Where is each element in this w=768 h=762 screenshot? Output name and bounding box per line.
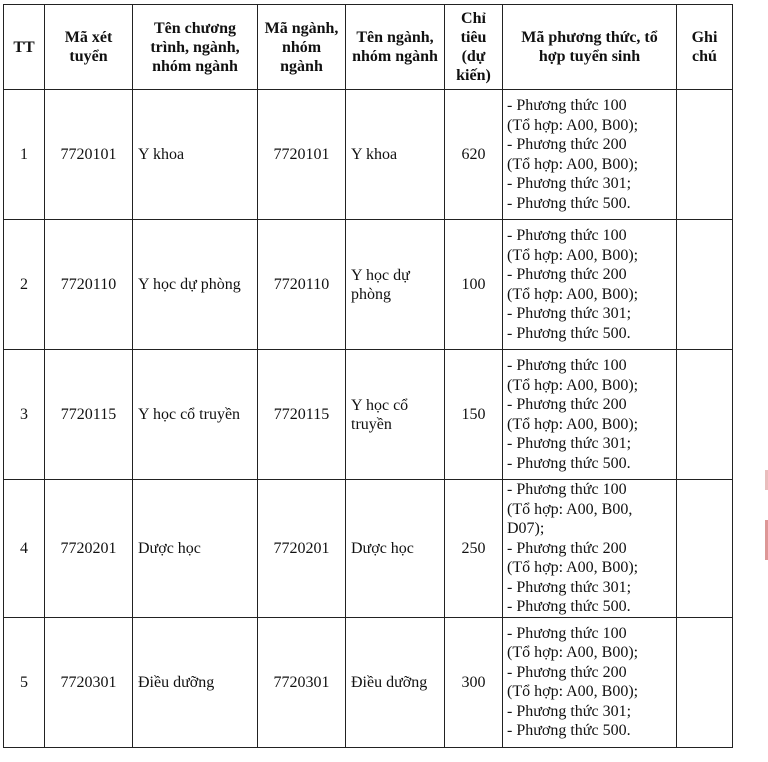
- header-row: [4, 5, 733, 90]
- cell-chi-tieu: 250: [445, 480, 503, 618]
- method-line: - Phương thức 500.: [507, 598, 631, 615]
- header-tt: TT: [4, 5, 45, 90]
- cell-chi-tieu: 620: [445, 90, 503, 220]
- method-line: - Phương thức 100: [507, 227, 627, 244]
- cell-tt: 3: [4, 350, 45, 480]
- cell-ghi-chu: [677, 220, 733, 350]
- cell-ma-xet-tuyen: 7720110: [45, 220, 133, 350]
- method-line: - Phương thức 301;: [507, 578, 632, 596]
- admission-table: [3, 4, 733, 748]
- cell-ten-chuong-trinh: Y khoa: [133, 90, 258, 220]
- method-line: - Phương thức 500.: [507, 722, 631, 739]
- method-line: - Phương thức 200: [507, 266, 627, 283]
- cell-ten-nganh: Điều dưỡng: [346, 617, 445, 747]
- cell-ghi-chu: [677, 90, 733, 220]
- cell-ma-nganh: 7720115: [258, 350, 346, 480]
- header-ma-xet-tuyen: Mã xét tuyển: [45, 5, 133, 90]
- cell-ten-nganh: Y khoa: [346, 90, 445, 220]
- method-line: (Tổ hợp: A00, B00);: [507, 155, 639, 173]
- method-line: - Phương thức 500.: [507, 324, 631, 342]
- table-row: [4, 617, 733, 747]
- cell-methods: [503, 220, 677, 350]
- method-line: - Phương thức 500.: [507, 454, 631, 472]
- method-line: - Phương thức 301;: [507, 435, 632, 452]
- cell-tt: 4: [4, 480, 45, 618]
- cell-ten-nganh: Y học cổ truyền: [346, 350, 445, 480]
- cell-ten-chuong-trinh: Dược học: [133, 480, 258, 618]
- cell-ma-xet-tuyen: 7720201: [45, 480, 133, 618]
- cell-ma-xet-tuyen: 7720101: [45, 90, 133, 220]
- method-line: - Phương thức 301;: [507, 175, 632, 192]
- method-line: (Tổ hợp: A00, B00);: [507, 415, 639, 433]
- cell-tt: 1: [4, 90, 45, 220]
- cell-tt: 5: [4, 617, 45, 747]
- cell-methods: [503, 617, 677, 747]
- table-row: [4, 480, 733, 618]
- cell-ma-nganh: 7720301: [258, 617, 346, 747]
- header-ten-chuong-trinh: Tên chương trình, ngành, nhóm ngành: [133, 5, 258, 90]
- cell-ma-nganh: 7720110: [258, 220, 346, 350]
- cell-ten-chuong-trinh: Điều dưỡng: [133, 617, 258, 747]
- method-line: - Phương thức 200: [507, 663, 627, 681]
- cell-ma-xet-tuyen: 7720115: [45, 350, 133, 480]
- table-row: [4, 350, 733, 480]
- method-line: (Tổ hợp: A00, B00);: [507, 116, 639, 134]
- cell-ma-nganh: 7720101: [258, 90, 346, 220]
- method-line: - Phương thức 100: [507, 97, 627, 114]
- method-line: - Phương thức 200: [507, 396, 627, 413]
- method-line: (Tổ hợp: A00, B00);: [507, 285, 639, 303]
- method-line: - Phương thức 200: [507, 136, 627, 153]
- header-ma-nganh: Mã ngành, nhóm ngành: [258, 5, 346, 90]
- method-line: - Phương thức 100: [507, 481, 627, 498]
- cell-ten-chuong-trinh: Y học dự phòng: [133, 220, 258, 350]
- table-body: [4, 90, 733, 748]
- method-line: - Phương thức 100: [507, 357, 627, 374]
- method-line: (Tổ hợp: A00, B00);: [507, 644, 639, 661]
- cell-ghi-chu: [677, 480, 733, 618]
- cell-methods: [503, 480, 677, 618]
- method-line: - Phương thức 200: [507, 539, 627, 557]
- cell-chi-tieu: 150: [445, 350, 503, 480]
- header-ma-phuong-thuc: Mã phương thức, tổ hợp tuyển sinh: [503, 5, 677, 90]
- method-line: - Phương thức 301;: [507, 702, 632, 720]
- method-line: (Tổ hợp: A00, B00);: [507, 559, 639, 576]
- method-line: (Tổ hợp: A00, B00);: [507, 376, 639, 394]
- cell-methods: [503, 350, 677, 480]
- method-line: - Phương thức 100: [507, 624, 627, 642]
- cell-ten-nganh: Y học dự phòng: [346, 220, 445, 350]
- method-line: - Phương thức 301;: [507, 305, 632, 322]
- cell-ma-xet-tuyen: 7720301: [45, 617, 133, 747]
- method-line: - Phương thức 500.: [507, 194, 631, 212]
- header-chi-tieu: Chỉ tiêu (dự kiến): [445, 5, 503, 90]
- cell-ten-nganh: Dược học: [346, 480, 445, 618]
- cell-ten-chuong-trinh: Y học cổ truyền: [133, 350, 258, 480]
- method-line: (Tổ hợp: A00, B00);: [507, 683, 639, 700]
- cell-chi-tieu: 300: [445, 617, 503, 747]
- cell-ghi-chu: [677, 617, 733, 747]
- cell-chi-tieu: 100: [445, 220, 503, 350]
- table-row: [4, 220, 733, 350]
- cell-ghi-chu: [677, 350, 733, 480]
- header-ten-nganh: Tên ngành, nhóm ngành: [346, 5, 445, 90]
- method-line: (Tổ hợp: A00, B00,: [507, 500, 633, 518]
- method-line: (Tổ hợp: A00, B00);: [507, 246, 639, 264]
- cell-methods: [503, 90, 677, 220]
- cell-tt: 2: [4, 220, 45, 350]
- table-row: [4, 90, 733, 220]
- method-line: D07);: [507, 520, 545, 537]
- header-ghi-chu: Ghi chú: [677, 5, 733, 90]
- cell-ma-nganh: 7720201: [258, 480, 346, 618]
